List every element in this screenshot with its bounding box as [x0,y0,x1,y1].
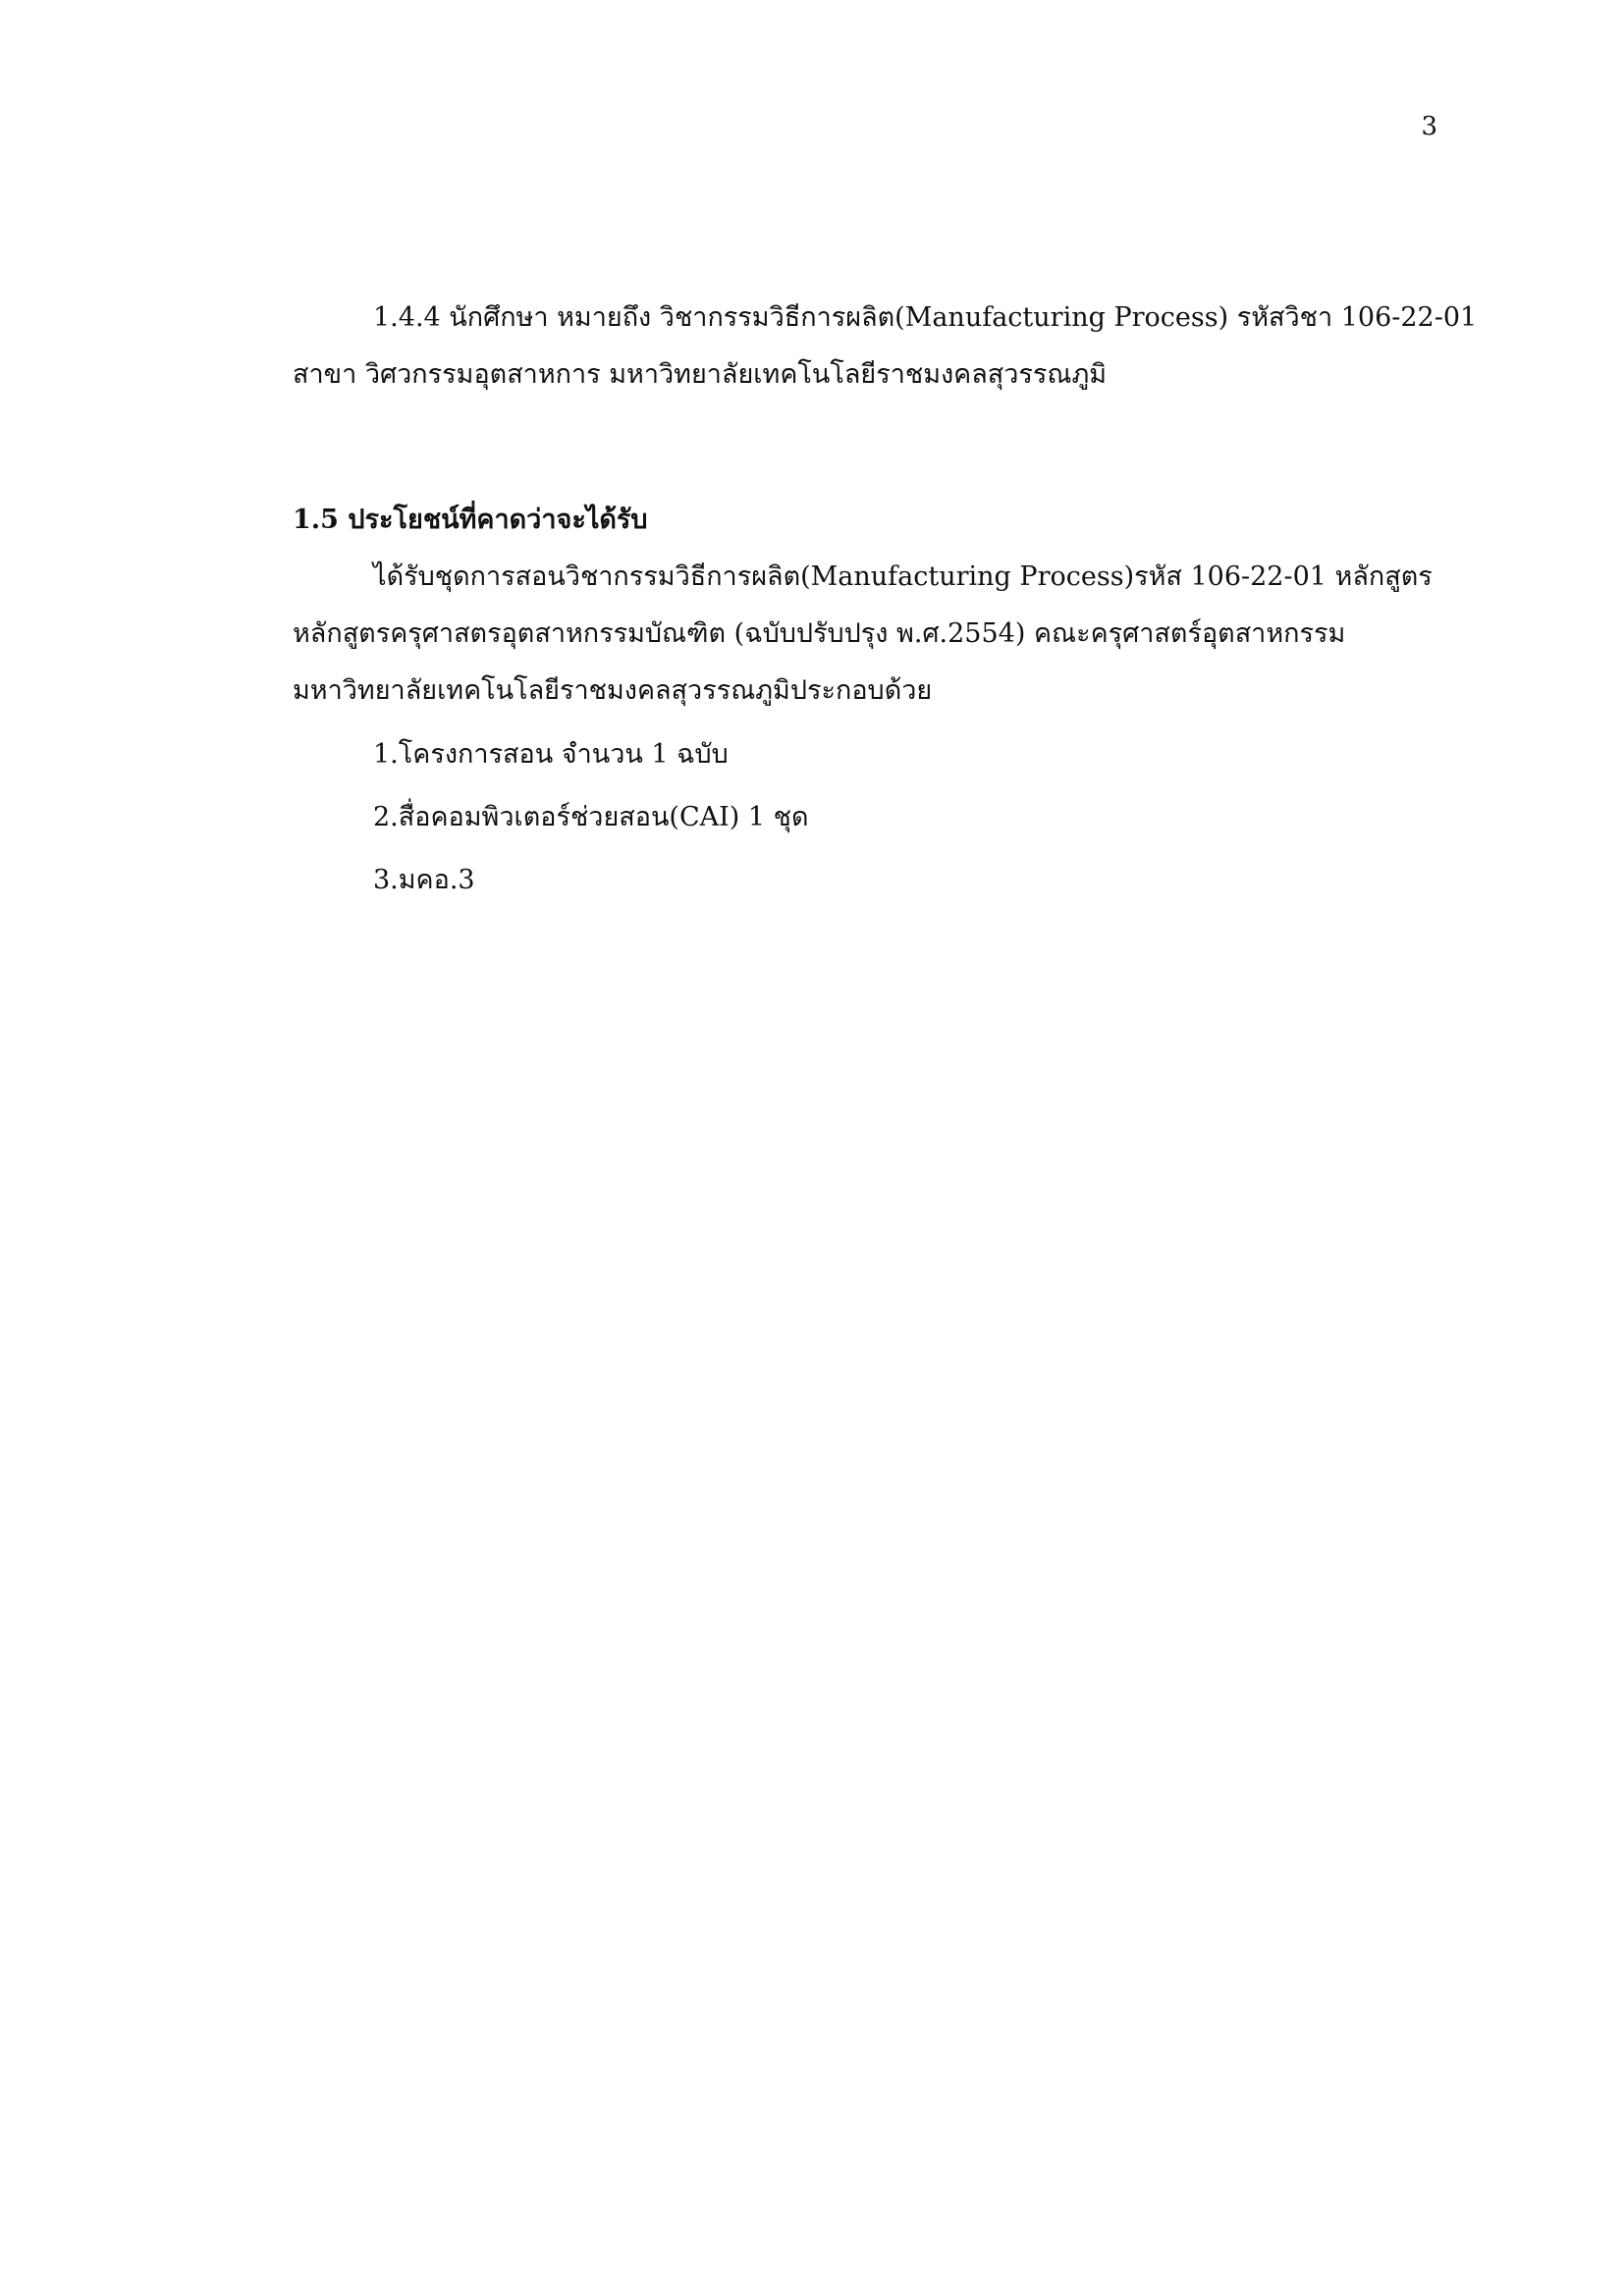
definition-line-1: 1.4.4 นักศึกษา หมายถึง วิชากรรมวิธีการผลิต(Manufacturing Process) รหัสวิชา 106-22-01 [373,302,1478,333]
list-item: 1.โครงการสอน จำนวน 1 ฉบับ [373,739,729,770]
paragraph-line-1: ได้รับชุดการสอนวิชากรรมวิธีการผลิต(Manufacturing Process)รหัส 106-22-01 หลักสูตร [373,561,1433,592]
paragraph-line-2: หลักสูตรครุศาสตรอุตสาหกรรมบัณฑิต (ฉบับปรับปรุง พ.ศ.2554) คณะครุศาสตร์อุตสาหกรรม [293,618,1346,649]
list-item: 2.สื่อคอมพิวเตอร์ช่วยสอน(CAI) 1 ชุด [373,802,809,832]
paragraph-line-3: มหาวิทยาลัยเทคโนโลยีราชมงคลสุวรรณภูมิประกอบด้วย [293,675,933,706]
section-heading: 1.5 ประโยชน์ที่คาดว่าจะได้รับ [293,505,648,535]
page-number: 3 [1421,112,1437,141]
definition-line-2: สาขา วิศวกรรมอุตสาหการ มหาวิทยาลัยเทคโนโลยีราชมงคลสุวรรณภูมิ [293,359,1108,390]
list-item: 3.มคอ.3 [373,865,475,895]
